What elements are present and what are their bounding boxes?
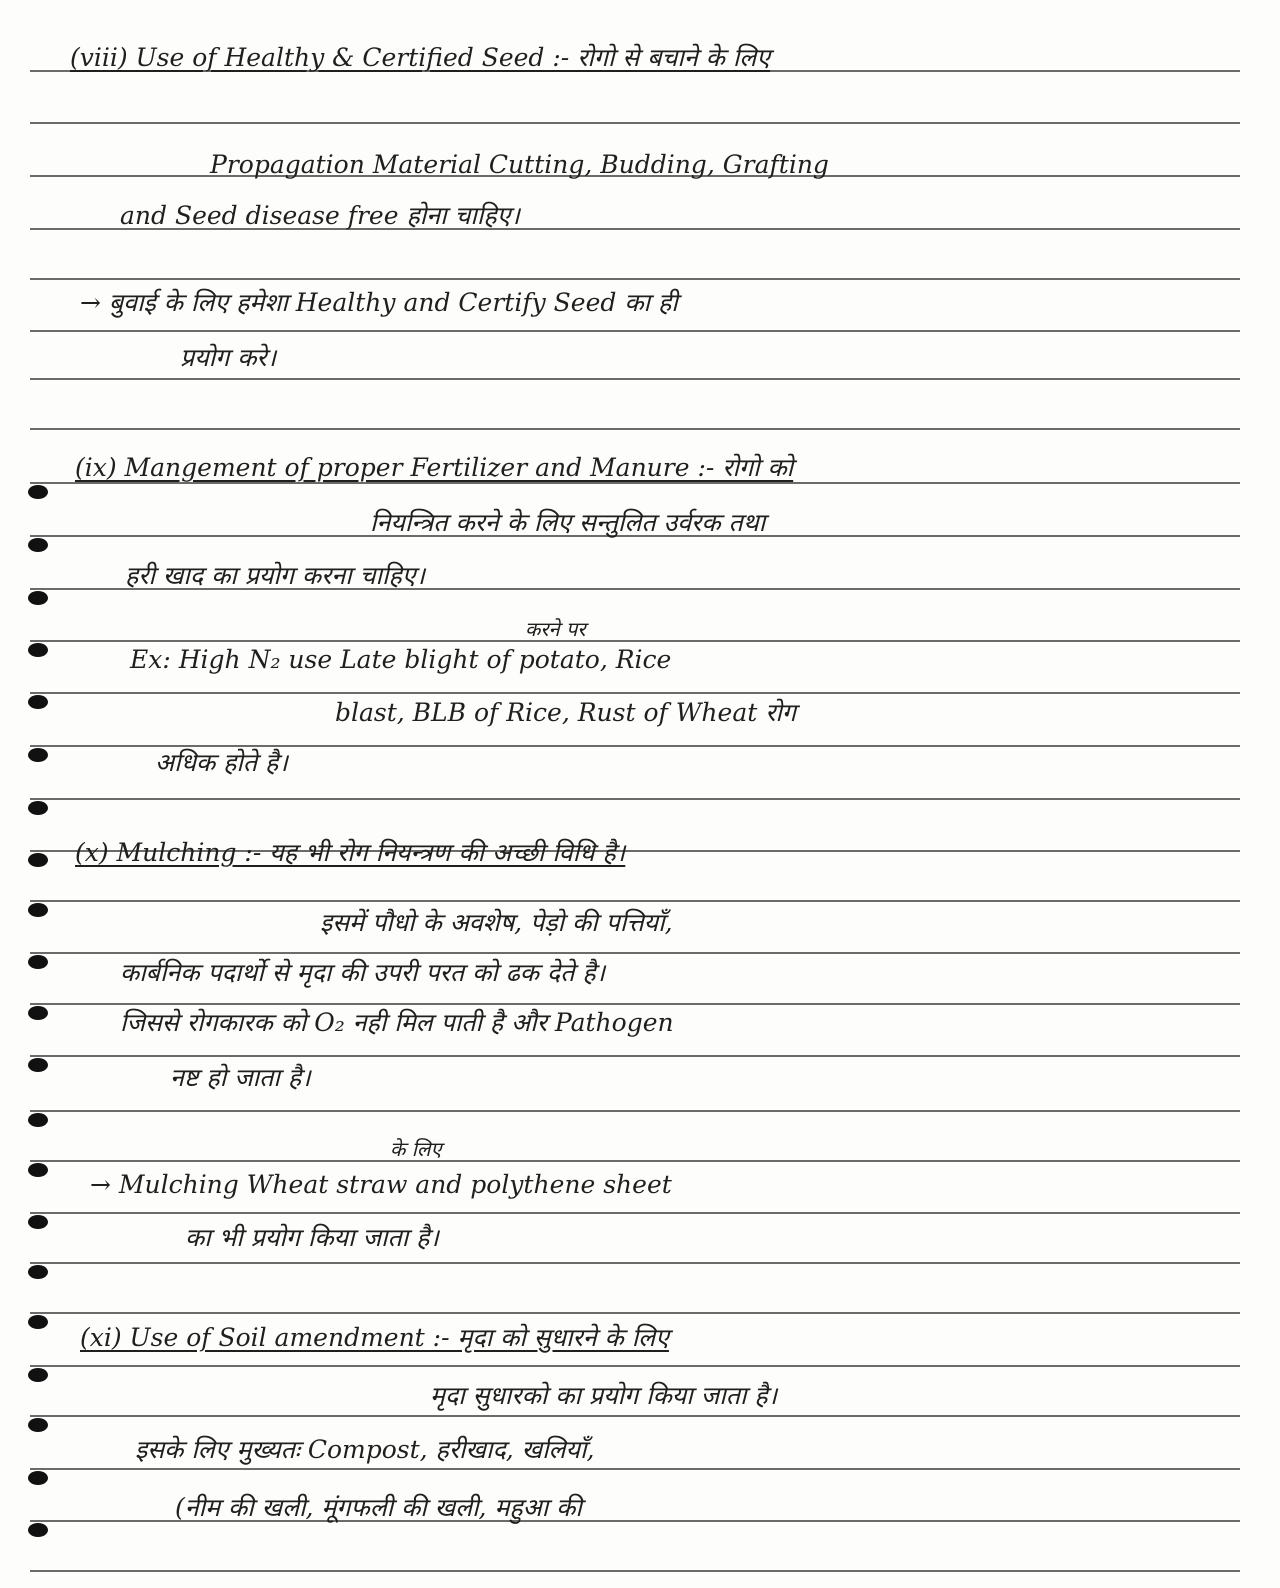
binder-hole bbox=[28, 1471, 48, 1485]
binder-hole bbox=[28, 538, 48, 552]
ruled-line bbox=[30, 122, 1240, 124]
ruled-line bbox=[30, 378, 1240, 380]
binder-hole bbox=[28, 643, 48, 657]
binder-hole bbox=[28, 1163, 48, 1177]
text-line: का भी प्रयोग किया जाता है। bbox=[185, 1223, 439, 1252]
binder-hole bbox=[28, 1058, 48, 1072]
ruled-line bbox=[30, 692, 1240, 694]
ruled-line bbox=[30, 1160, 1240, 1162]
ruled-line bbox=[30, 428, 1240, 430]
text-line: हरी खाद का प्रयोग करना चाहिए। bbox=[125, 561, 426, 590]
ruled-line bbox=[30, 1468, 1240, 1470]
ruled-line bbox=[30, 900, 1240, 902]
heading-soil-amendment: (xi) Use of Soil amendment :- मृदा को सुधारने के लिए bbox=[80, 1323, 669, 1352]
ruled-line bbox=[30, 640, 1240, 642]
text-line: → बुवाई के लिए हमेशा Healthy and Certify Seed का ही bbox=[80, 288, 678, 317]
text-line: नियन्त्रित करने के लिए सन्तुलित उर्वरक तथा bbox=[370, 508, 766, 537]
binder-hole bbox=[28, 955, 48, 969]
binder-holes bbox=[28, 0, 58, 1588]
text-line: कार्बनिक पदार्थो से मृदा की उपरी परत को ढक देते है। bbox=[120, 958, 606, 987]
ruled-line bbox=[30, 1110, 1240, 1112]
text-line: करने पर bbox=[525, 617, 586, 641]
heading-fertilizer-manure: (ix) Mangement of proper Fertilizer and Manure :- रोगो को bbox=[75, 453, 794, 482]
text-line: and Seed disease free होना चाहिए। bbox=[120, 201, 520, 230]
binder-hole bbox=[28, 1418, 48, 1432]
ruled-line bbox=[30, 1212, 1240, 1214]
binder-hole bbox=[28, 1006, 48, 1020]
binder-hole bbox=[28, 695, 48, 709]
ruled-line bbox=[30, 1365, 1240, 1367]
text-line: नष्ट हो जाता है। bbox=[170, 1063, 311, 1092]
ruled-line bbox=[30, 1262, 1240, 1264]
binder-hole bbox=[28, 853, 48, 867]
text-line: Ex: High N₂ use Late blight of potato, Rice bbox=[130, 645, 672, 674]
text-line: Propagation Material Cutting, Budding, Grafting bbox=[210, 150, 829, 179]
text-line: जिससे रोगकारक को O₂ नही मिल पाती है और Pathogen bbox=[120, 1008, 674, 1037]
binder-hole bbox=[28, 748, 48, 762]
binder-hole bbox=[28, 485, 48, 499]
text-line: अधिक होते है। bbox=[155, 748, 288, 777]
binder-hole bbox=[28, 591, 48, 605]
text-line: प्रयोग करे। bbox=[180, 343, 277, 372]
ruled-line bbox=[30, 278, 1240, 280]
text-line: (नीम की खली, मूंगफली की खली, महुआ की bbox=[175, 1493, 582, 1522]
ruled-line bbox=[30, 1312, 1240, 1314]
binder-hole bbox=[28, 801, 48, 815]
ruled-line bbox=[30, 1415, 1240, 1417]
binder-hole bbox=[28, 1315, 48, 1329]
binder-hole bbox=[28, 1265, 48, 1279]
text-line: blast, BLB of Rice, Rust of Wheat रोग bbox=[335, 698, 796, 727]
ruled-line bbox=[30, 798, 1240, 800]
binder-hole bbox=[28, 1523, 48, 1537]
binder-hole bbox=[28, 1215, 48, 1229]
ruled-line bbox=[30, 952, 1240, 954]
text-line: इसके लिए मुख्यतः Compost, हरीखाद, खलियाँ, bbox=[135, 1435, 595, 1464]
binder-hole bbox=[28, 903, 48, 917]
heading-healthy-seed: (viii) Use of Healthy & Certified Seed :- रोगो से बचाने के लिए bbox=[70, 43, 771, 72]
binder-hole bbox=[28, 1368, 48, 1382]
ruled-line bbox=[30, 1570, 1240, 1572]
ruled-line bbox=[30, 1055, 1240, 1057]
binder-hole bbox=[28, 1113, 48, 1127]
text-line: इसमें पौधो के अवशेष, पेड़ो की पत्तियाँ, bbox=[320, 908, 673, 937]
ruled-line bbox=[30, 330, 1240, 332]
text-line: मृदा सुधारको का प्रयोग किया जाता है। bbox=[430, 1381, 778, 1410]
heading-mulching: (x) Mulching :- यह भी रोग नियन्त्रण की अच्छी विधि है। bbox=[75, 838, 626, 867]
text-line: के लिए bbox=[390, 1137, 442, 1161]
text-line: → Mulching Wheat straw and polythene sheet bbox=[90, 1170, 672, 1199]
